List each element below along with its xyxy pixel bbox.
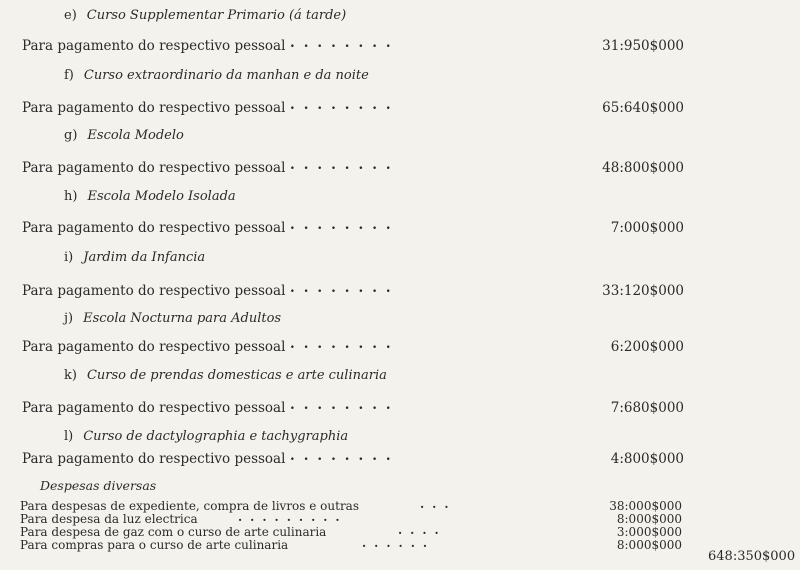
despesas-title: Despesas diversas xyxy=(40,478,157,493)
section-letter: h) xyxy=(64,189,78,204)
section-heading-e xyxy=(64,8,346,23)
row-amount: 7:680$000 xyxy=(610,400,684,416)
section-letter: f) xyxy=(64,68,74,83)
row-description: Para pagamento do respectivo pessoal xyxy=(22,400,286,416)
section-title: Curso de dactylographia e tachygraphia xyxy=(83,429,349,444)
row-amount: 31:950$000 xyxy=(602,38,684,54)
row-description: Para pagamento do respectivo pessoal xyxy=(22,160,286,176)
section-title: Escola Modelo Isolada xyxy=(87,189,236,204)
row-amount: 3:000$000 xyxy=(616,525,682,539)
section-letter: g) xyxy=(64,128,78,143)
leader-dots: ......... xyxy=(238,510,348,524)
section-row-l xyxy=(22,448,692,467)
row-description: Para pagamento do respectivo pessoal xyxy=(22,339,286,355)
section-title: Escola Modelo xyxy=(87,128,184,143)
section-row-j xyxy=(22,336,692,355)
section-row-h xyxy=(22,217,692,236)
row-description: Para pagamento do respectivo pessoal xyxy=(22,38,286,54)
leader-dots: ........ xyxy=(290,35,400,51)
section-heading-i xyxy=(64,250,205,265)
row-amount: 7:000$000 xyxy=(610,220,684,236)
section-row-i xyxy=(22,280,692,299)
section-title: Curso Supplementar Primario (á tarde) xyxy=(86,8,347,23)
section-title: Curso de prendas domesticas e arte culinaria xyxy=(86,368,387,383)
section-heading-k xyxy=(64,368,387,383)
row-amount: 6:200$000 xyxy=(610,339,684,355)
row-description: Para despesa de gaz com o curso de arte culinaria xyxy=(20,525,327,539)
section-letter: j) xyxy=(64,311,74,326)
leader-dots: ........ xyxy=(290,397,400,413)
section-heading-f xyxy=(64,68,369,83)
section-row-e xyxy=(22,35,692,54)
section-title: Curso extraordinario da manhan e da noite xyxy=(83,68,369,83)
row-description: Para compras para o curso de arte culinaria xyxy=(20,538,289,552)
section-letter: i) xyxy=(64,250,74,265)
leader-dots: ........ xyxy=(290,217,400,233)
row-amount: 4:800$000 xyxy=(610,451,684,467)
section-heading-j xyxy=(64,311,281,326)
row-amount: 33:120$000 xyxy=(602,283,684,299)
leader-dots: ........ xyxy=(290,336,400,352)
section-title: Jardim da Infancia xyxy=(83,250,206,265)
row-description: Para despesa da luz electrica xyxy=(20,512,198,526)
leader-dots: ........ xyxy=(290,157,400,173)
row-amount: 8:000$000 xyxy=(616,512,682,526)
row-amount: 48:800$000 xyxy=(602,160,684,176)
row-description: Para pagamento do respectivo pessoal xyxy=(22,220,286,236)
section-heading-l xyxy=(64,429,348,444)
row-amount: 38:000$000 xyxy=(609,499,682,513)
section-heading-h xyxy=(64,189,236,204)
section-letter: k) xyxy=(64,368,77,383)
row-description: Para pagamento do respectivo pessoal xyxy=(22,451,286,467)
section-letter: e) xyxy=(64,8,77,23)
row-description: Para pagamento do respectivo pessoal xyxy=(22,283,286,299)
section-row-k xyxy=(22,397,692,416)
leader-dots: ........ xyxy=(290,448,400,464)
section-heading-g xyxy=(64,128,184,143)
section-row-g xyxy=(22,157,692,176)
leader-dots: ........ xyxy=(290,280,400,296)
section-letter: l) xyxy=(64,429,74,444)
grand-total: 648:350$000 xyxy=(708,549,796,564)
leader-dots: ... xyxy=(420,497,457,511)
row-amount: 65:640$000 xyxy=(602,100,684,116)
section-row-f xyxy=(22,97,692,116)
despesa-row xyxy=(20,536,685,552)
section-title: Escola Nocturna para Adultos xyxy=(83,311,282,326)
leader-dots: ........ xyxy=(290,97,400,113)
leader-dots: ...... xyxy=(362,536,436,550)
leader-dots: .... xyxy=(398,523,447,537)
row-description: Para pagamento do respectivo pessoal xyxy=(22,100,286,116)
row-description: Para despesas de expediente, compra de livros e outras xyxy=(20,499,359,513)
row-amount: 8:000$000 xyxy=(616,538,682,552)
